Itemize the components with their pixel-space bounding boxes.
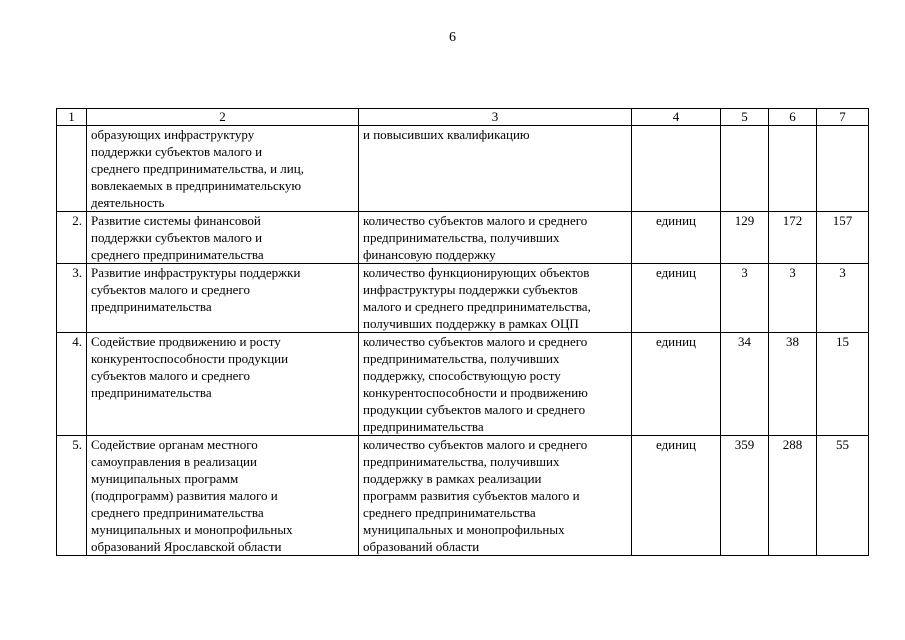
row-number: 2. [57,212,87,264]
table-header-row [57,109,869,126]
table-row [57,126,869,212]
task-cell [87,126,359,212]
task-text: Развитие системы финансовой поддержки субъектов малого и среднего предпринимательства [91,213,264,262]
page-number: 6 [449,30,456,45]
header-cell: 4 [632,109,721,126]
value-6-cell: 172 [769,212,817,264]
indicator-text: и повысивших квалификацию [363,127,530,142]
indicator-cell [359,333,632,436]
value-7-cell: 3 [817,264,869,333]
value-6-cell: 288 [769,436,817,556]
task-cell [87,212,359,264]
task-text: Развитие инфраструктуры поддержки субъектов малого и среднего предпринимательства [91,265,301,314]
unit-cell: единиц [632,212,721,264]
indicators-table [56,108,869,556]
header-cell: 7 [817,109,869,126]
value-6-cell: 38 [769,333,817,436]
indicator-text: количество субъектов малого и среднего предпринимательства, получивших поддержку, способствующую росту конкурентоспособности и продвижению продукции субъектов малого и среднего предпринимательства [363,334,588,434]
indicator-text: количество субъектов малого и среднего предпринимательства, получивших финансовую поддержку [363,213,588,262]
indicator-cell [359,126,632,212]
value-5-cell: 359 [721,436,769,556]
row-number [57,126,87,212]
unit-cell: единиц [632,333,721,436]
unit-cell: единиц [632,264,721,333]
header-cell: 6 [769,109,817,126]
indicator-cell [359,264,632,333]
row-number: 3. [57,264,87,333]
header-cell: 3 [359,109,632,126]
table-row [57,264,869,333]
unit-cell [632,126,721,212]
unit-cell: единиц [632,436,721,556]
task-text: Содействие органам местного самоуправления в реализации муниципальных программ (подпрограмм) развития малого и среднего предпринимательства муниципальных и монопрофильных образований Ярославской области [91,437,293,554]
task-cell [87,436,359,556]
value-5-cell [721,126,769,212]
row-number: 5. [57,436,87,556]
value-7-cell [817,126,869,212]
header-cell: 5 [721,109,769,126]
value-6-cell: 3 [769,264,817,333]
indicator-cell [359,436,632,556]
value-7-cell: 157 [817,212,869,264]
indicator-cell [359,212,632,264]
header-cell: 2 [87,109,359,126]
task-text: Содействие продвижению и росту конкурентоспособности продукции субъектов малого и среднего предпринимательства [91,334,289,400]
indicator-text: количество функционирующих объектов инфраструктуры поддержки субъектов малого и среднего предпринимательства, получивших поддержку в рамках ОЦП [363,265,591,331]
header-cell: 1 [57,109,87,126]
task-cell [87,333,359,436]
indicator-text: количество субъектов малого и среднего предпринимательства, получивших поддержку в рамках реализации программ развития субъектов малого и среднего предпринимательства муниципальных и монопрофильных образований области [363,437,588,554]
row-number: 4. [57,333,87,436]
value-5-cell: 129 [721,212,769,264]
value-5-cell: 34 [721,333,769,436]
value-5-cell: 3 [721,264,769,333]
value-6-cell [769,126,817,212]
table-row [57,436,869,556]
table-row [57,333,869,436]
task-cell [87,264,359,333]
value-7-cell: 15 [817,333,869,436]
table-row [57,212,869,264]
value-7-cell: 55 [817,436,869,556]
task-text: образующих инфраструктуру поддержки субъектов малого и среднего предпринимательства, и лиц, вовлекаемых в предпринимательскую деятельность [91,127,304,210]
